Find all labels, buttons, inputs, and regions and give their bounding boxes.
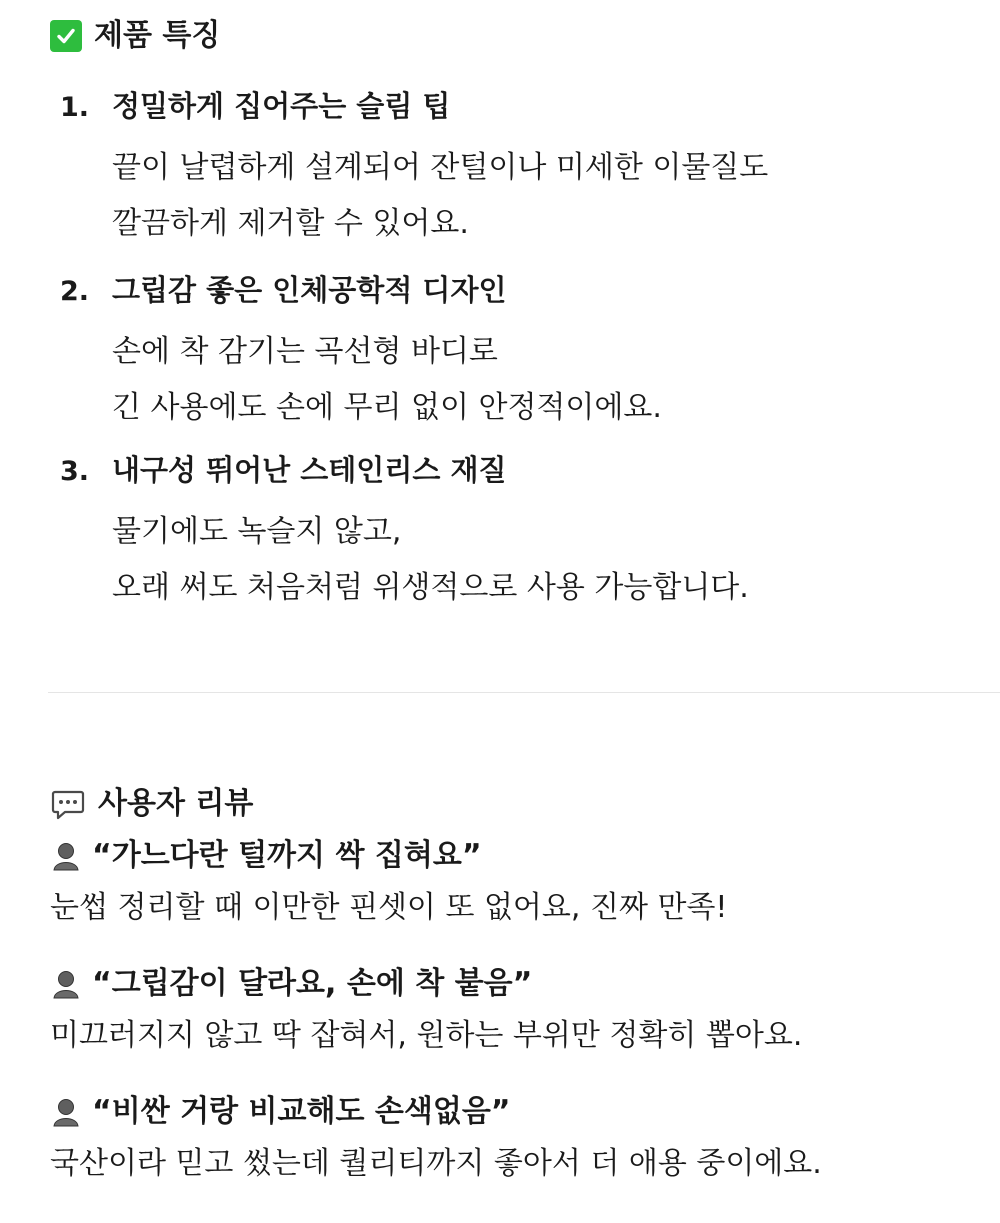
feature-number: 3. [60,456,90,487]
review-body: 미끄러지지 않고 딱 잡혀서, 원하는 부위만 정확히 뽑아요. [50,1018,803,1053]
feature-title: 정밀하게 집어주는 슬림 팁 [112,89,451,123]
feature-description-line: 물기에도 녹슬지 않고, [112,514,402,549]
user-avatar-icon [50,840,82,872]
feature-number: 1. [60,92,90,123]
review-item-2 [50,968,950,1054]
check-box-icon [50,20,82,52]
review-headline: “그립감이 달라요, 손에 착 붙음” [92,966,533,1001]
feature-item-1 [60,89,960,252]
review-body: 국산이라 믿고 썼는데 퀄리티까지 좋아서 더 애용 중이에요. [50,1146,822,1181]
feature-description-line: 긴 사용에도 손에 무리 없이 안정적이에요. [112,390,662,425]
features-section-title [50,20,220,52]
feature-description-line: 깔끔하게 제거할 수 있어요. [112,206,469,241]
feature-title: 내구성 뛰어난 스테인리스 재질 [112,453,507,487]
review-headline: “가느다란 털까지 싹 집혀요” [92,838,482,873]
feature-description-line: 오래 써도 처음처럼 위생적으로 사용 가능합니다. [112,570,749,605]
user-avatar-icon [50,1096,82,1128]
feature-description-line: 끝이 날렵하게 설계되어 잔털이나 미세한 이물질도 [112,150,769,185]
feature-description-line: 손에 착 감기는 곡선형 바디로 [112,334,498,369]
reviews-section-title [50,786,253,822]
feature-item-2 [60,273,960,436]
review-item-1 [50,840,950,926]
feature-number: 2. [60,276,90,307]
speech-bubble-icon [50,786,86,822]
review-headline: “비싼 거랑 비교해도 손색없음” [92,1094,511,1129]
feature-title: 그립감 좋은 인체공학적 디자인 [112,273,507,307]
review-item-3 [50,1096,950,1182]
section-divider [48,692,1000,693]
review-body: 눈썹 정리할 때 이만한 핀셋이 또 없어요, 진짜 만족! [50,890,728,925]
features-title-text: 제품 특징 [94,18,221,53]
feature-item-3 [60,453,960,616]
reviews-title-text: 사용자 리뷰 [98,786,254,821]
user-avatar-icon [50,968,82,1000]
